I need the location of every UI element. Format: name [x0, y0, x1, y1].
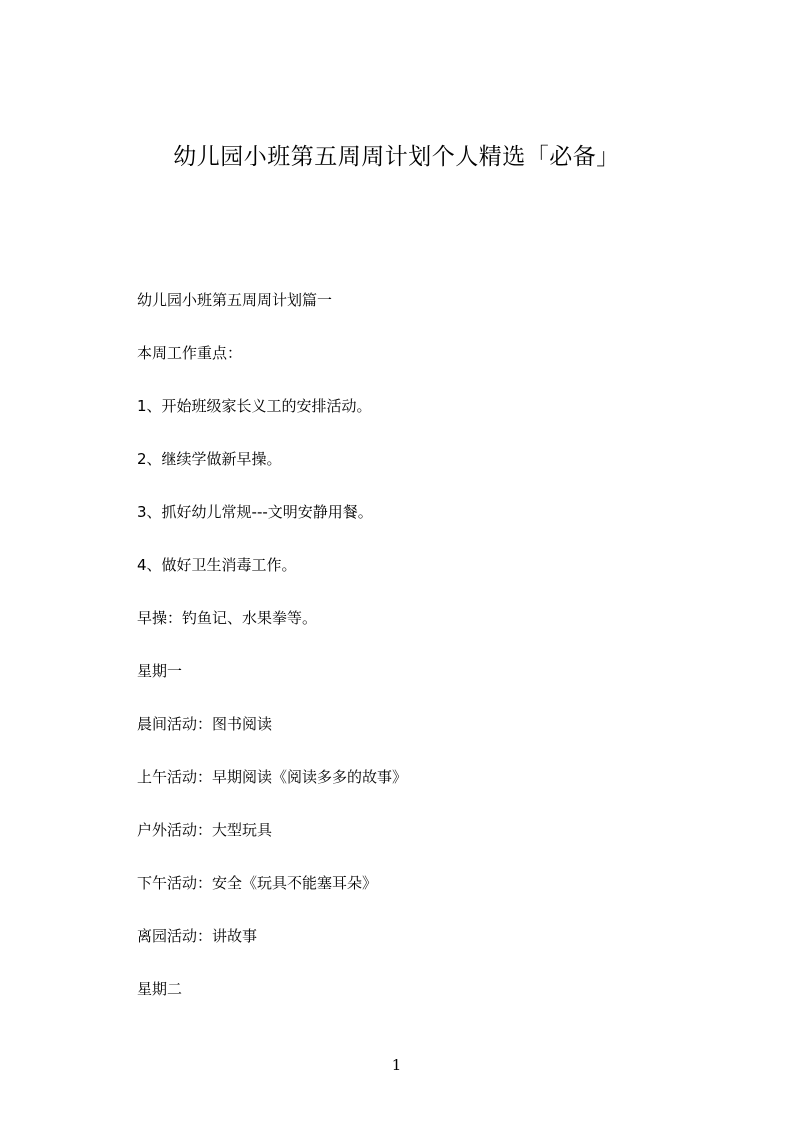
morning-exercise-line: 早操：钓鱼记、水果拳等。 — [137, 609, 318, 627]
activity-line: 下午活动：安全《玩具不能塞耳朵》 — [137, 874, 378, 892]
document-body — [137, 287, 737, 1029]
day-heading-tuesday: 星期二 — [137, 980, 183, 998]
activity-line: 离园活动：讲故事 — [137, 927, 258, 945]
focus-item: 2、继续学做新早操。 — [137, 450, 282, 468]
activity-line: 晨间活动：图书阅读 — [137, 715, 273, 733]
day-heading-monday: 星期一 — [137, 662, 183, 680]
page-number: 1 — [391, 1056, 402, 1074]
focus-item: 3、抓好幼儿常规---文明安静用餐。 — [137, 503, 373, 521]
section-heading: 幼儿园小班第五周周计划篇一 — [137, 291, 333, 309]
document-title: 幼儿园小班第五周周计划个人精选「必备」 — [173, 144, 620, 170]
work-focus-heading: 本周工作重点： — [137, 344, 243, 362]
focus-item: 4、做好卫生消毒工作。 — [137, 556, 297, 574]
activity-line: 上午活动：早期阅读《阅读多多的故事》 — [137, 768, 408, 786]
activity-line: 户外活动：大型玩具 — [137, 821, 273, 839]
focus-item: 1、开始班级家长义工的安排活动。 — [137, 397, 372, 415]
